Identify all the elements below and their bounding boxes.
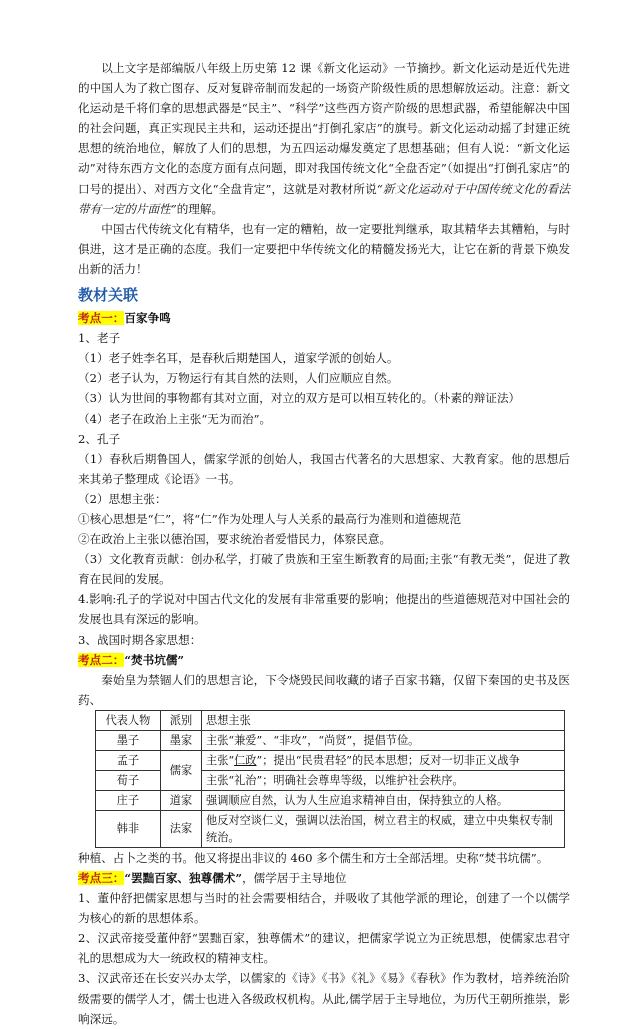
table-cell-school: 法家 <box>161 810 202 847</box>
laozi-item-2: （2）老子认为，万物运行有其自然的法则，人们应顺应自然。 <box>78 371 399 386</box>
k2-label: 考点二： <box>78 652 125 667</box>
table-header-cell: 代表人物 <box>96 710 161 730</box>
k3-label: 考点三： <box>78 871 125 885</box>
table-cell-person: 孟子 <box>96 750 161 770</box>
intro-italic-quote: “新文化运动对于中国传统文化的看法带有一定的片面性” <box>78 181 570 216</box>
k3-item-2: 2、汉武帝接受董仲舒“罢黜百家，独尊儒术”的建议，把儒家学说立为正统思想，使儒家忠君守礼的思想成为大一统政权的精神支柱。 <box>78 931 570 966</box>
table-cell-idea <box>202 750 565 770</box>
intro-text-a: 以上文字是部编版八年级上历史第 12 课《新文化运动》一节摘抄。新文化运动是近代先进的中国人为了救亡图存、反对复辟帝制而发起的一场资产阶级性质的思想解放运动。注意：新文化运动是千将们拿的思想武器是“民主”、“科学”这些西方资产阶级的思想武器，希望能解决中国的社会问题，真正实现民主共和，运动还提出“打倒孔家店”的旗号。新文化运动动摇了封建正统思想的统治地位，解放了人们的思想，为五四运动爆发奠定了思想基础；但有人说：“新文化运动”对待东西方文化的态度方面有点问题，即对我国传统文化“全盘否定”（如提出“打倒孔家店”的口号的提出）、对西方文化“全盘肯定”，这就是对教材所说 <box>78 61 570 196</box>
k1-heading <box>78 308 570 328</box>
table-row <box>96 810 565 847</box>
kongzi-item-2-heading: （2）思想主张： <box>78 491 167 506</box>
thinkers-table <box>95 710 565 848</box>
idea-underlined: 仁政 <box>234 753 257 767</box>
table-header-row <box>96 710 565 730</box>
table-row <box>96 750 565 770</box>
document-page <box>78 58 570 1029</box>
k3-item-3: 3、汉武帝还在长安兴办太学，以儒家的《诗》《书》《礼》《易》《春秋》作为教材，培养统治阶级需要的儒学人才，儒士也进入各级政权机构。从此,儒学居于主导地位，为历代王朝所推崇，影响深远。 <box>78 971 570 1026</box>
kongzi-item-2a: ①核心思想是“仁”，将“仁”作为处理人与人关系的最高行为准则和道德规范 <box>78 511 462 526</box>
laozi-item-1: （1）老子姓李名耳，是春秋后期楚国人，道家学派的创始人。 <box>78 351 399 366</box>
kongzi-influence: 4.影响:孔子的学说对中国古代文化的发展有非常重要的影响；他提出的些道德规范对中国社会的发展也具有深远的影响。 <box>78 592 570 627</box>
k2-paragraph-after: 种植、占卜之类的书。他又将提出非议的 460 多个儒生和方士全部活埋。史称“焚书坑儒”。 <box>78 850 549 865</box>
table-header-cell: 思想主张 <box>202 710 565 730</box>
table-cell-person: 庄子 <box>96 790 161 810</box>
laozi-item-4: （4）老子在政治上主张“无为而治”。 <box>78 411 272 426</box>
k2-heading <box>78 650 570 670</box>
section-title: 教材关联 <box>78 286 139 305</box>
table-cell-idea: 主张“礼治”；明确社会尊卑等级，以维护社会秩序。 <box>202 770 565 790</box>
k3-heading <box>78 868 570 888</box>
kongzi-item-3: （3）文化教育贡献：创办私学，打破了贵族和王室生断教育的局面;主张“有教无类”，促进了教育在民间的发展。 <box>78 552 570 587</box>
schools-heading: 3、战国时期各家思想： <box>78 632 202 647</box>
table-row <box>96 790 565 810</box>
table-row <box>96 730 565 750</box>
table-cell-school: 儒家 <box>161 750 202 790</box>
table-cell-idea: 主张“兼爱”、“非攻”，“尚贤”，提倡节俭。 <box>202 730 565 750</box>
k3-title-suffix: ，儒学居于主导地位 <box>242 871 347 885</box>
table-cell-person: 墨子 <box>96 730 161 750</box>
kongzi-heading: 2、孔子 <box>78 431 121 446</box>
k3-title: “罢黜百家、独尊儒术” <box>124 871 243 885</box>
laozi-item-3: （3）认为世间的事物都有其对立面，对立的双方是可以相互转化的。（朴素的辩证法） <box>78 391 521 406</box>
k1-title: 百家争鸣 <box>124 311 171 326</box>
idea-text: 主张“ <box>206 753 235 767</box>
intro-paragraph-2: 中国古代传统文化有精华，也有一定的糟粕，故一定要批判继承，取其精华去其糟粕，与时俱进，这才是正确的态度。我们一定要把中华传统文化的精髓发扬光大，让它在新的背景下焕发出新的活力！ <box>78 221 570 276</box>
kongzi-item-2b: ②在政治上主张以德治国，要求统治者爱惜民力，体察民意。 <box>78 532 392 547</box>
k3-item-1: 1、董仲舒把儒家思想与当时的社会需要相结合，并吸收了其他学派的理论，创建了一个以儒学为核心的新的思想体系。 <box>78 891 570 926</box>
table-cell-idea: 他反对空谈仁义，强调以法治国，树立君主的权威，建立中央集权专制统治。 <box>202 810 565 847</box>
table-cell-person: 荀子 <box>96 770 161 790</box>
k2-title: “焚书坑儒” <box>124 652 185 667</box>
table-cell-school: 道家 <box>161 790 202 810</box>
table-cell-idea: 强调顺应自然，认为人生应追求精神自由，保持独立的人格。 <box>202 790 565 810</box>
intro-paragraph-1 <box>78 58 570 219</box>
table-cell-school: 墨家 <box>161 730 202 750</box>
table-cell-person: 韩非 <box>96 810 161 847</box>
intro-text-b: 的理解。 <box>176 201 224 216</box>
k2-paragraph-before: 秦始皇为禁锢人们的思想言论，下令烧毁民间收藏的诸子百家书籍，仅留下秦国的史书及医药、 <box>78 672 570 707</box>
table-header-cell: 派别 <box>161 710 202 730</box>
kongzi-item-1: （1）春秋后期鲁国人，儒家学派的创始人，我国古代著名的大思想家、大教育家。他的思想后来其弟子整理成《论语》一书。 <box>78 451 570 486</box>
laozi-heading: 1、老子 <box>78 331 121 346</box>
idea-text: ”；提出“民贵君轻”的民本思想；反对一切非正义战争 <box>256 753 520 767</box>
k1-label: 考点一： <box>78 311 125 326</box>
